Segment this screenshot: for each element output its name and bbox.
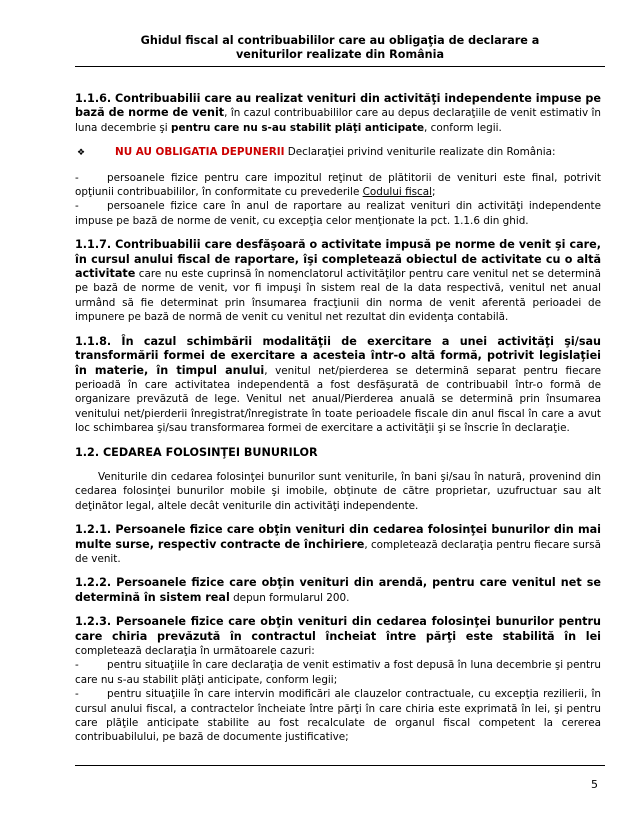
obligation-notice-label: NU AU OBLIGATIA DEPUNERII <box>115 146 285 159</box>
exemption-item-2-text: persoanele fizice care în anul de raportare au realizat venituri din activităţi independente impuse pe bază de norme de venit, cu excepţia celor menţionate la pct. 1.1.6 din ghid. <box>75 200 601 227</box>
section-1-2-2-heading: 1.2.2. Persoanele fizice care obţin venituri din arendă, pentru care venitul net se determină în sistem real <box>75 576 601 604</box>
section-1-1-7 <box>75 238 601 324</box>
section-1-2-3-item-2 <box>75 687 601 745</box>
obligation-notice-text: Declaraţiei privind veniturile realizate din România: <box>284 146 556 159</box>
section-1-2-2 <box>75 576 601 605</box>
header-title-line-1: Ghidul fiscal al contribuabililor care au obligaţia de declarare a <box>140 34 540 47</box>
page-content <box>75 92 601 745</box>
section-1-2-1-text: , completează declaraţia pentru fiecare sursă de venit. <box>75 538 601 565</box>
section-1-2-title: 1.2. CEDAREA FOLOSINŢEI BUNURILOR <box>75 445 318 459</box>
exemption-item-2 <box>75 199 601 228</box>
section-1-1-6-heading: 1.1.6. Contribuabilii care au realizat venituri din activităţi independente impuse pe bază de norme de venit <box>75 92 601 120</box>
section-1-1-8 <box>75 335 601 436</box>
section-1-2-2-text: depun formularul 200. <box>229 591 350 604</box>
section-1-2-1-heading: 1.2.1. Persoanele fizice care obţin venituri din cedarea folosinţei bunurilor din mai multe surse, respectiv contracte de închiriere <box>75 523 601 551</box>
section-1-2-3 <box>75 615 601 658</box>
section-1-2-3-text: completează declaraţia în următoarele cazuri: <box>75 645 315 657</box>
section-1-1-6 <box>75 92 601 135</box>
obligation-notice <box>75 145 601 160</box>
codul-fiscal-link[interactable]: Codului fiscal <box>362 186 433 199</box>
header-title-line-2: veniturilor realizate din România <box>235 48 445 61</box>
section-1-1-6-emphasis: pentru care nu s-au stabilit plăţi anticipate <box>171 121 425 134</box>
exemption-item-1-tail: ; <box>432 186 436 199</box>
section-1-1-6-tail: , conform legii. <box>424 121 502 134</box>
section-1-1-8-heading: 1.1.8. În cazul schimbării modalităţii de exercitare a unei activităţi şi/sau transformării formei de exercitare a acesteia într-o altă formă, potrivit legislaţiei în materie, în timpul anului <box>75 334 601 377</box>
section-1-2-3-item-1-text: pentru situaţiile în care declaraţia de venit estimativ a fost depusă în luna decembrie şi pentru care nu s-au stabilit plăţi anticipate, conform legii; <box>75 659 601 686</box>
list-dash: - <box>75 171 79 184</box>
section-1-2-3-item-2-text: pentru situaţiile în care intervin modificări ale clauzelor contractuale, cu excepţia rezilierii, în cursul anului fiscal, a contractelor încheiate între părţi în care chiria este exprimată în lei, şi pentru care plăţile anticipate stabilite au fost recalculate de organul fiscal competent la cererea contribuabilului, pe bază de documente justificative; <box>75 688 601 744</box>
section-1-2-1 <box>75 523 601 566</box>
page-header <box>80 34 600 62</box>
section-1-1-7-text: care nu este cuprinsă în nomenclatorul activităţilor pentru care venitul net se determină pe bază de norme de venit, vor fi impuşi în sistem real de la data respectivă, venitul net anual urmând să fie determinat prin însumarea fracţiunii din norma de venit aferentă perioadei de impunere pe bază de normă de venit cu venitul net rezultat din evidenţa contabilă. <box>75 268 601 324</box>
exemption-item-1 <box>75 171 601 200</box>
exemption-item-1-text: persoanele fizice pentru care impozitul reţinut de plătitorii de venituri este final, potrivit opţiunii contribuabililor, în conformitate cu prevederile <box>75 171 601 199</box>
section-1-2-3-heading: 1.2.3. Persoanele fizice care obţin venituri din cedarea folosinţei bunurilor pentru care chiria prevăzută în contractul încheiat între părţi este stabilită în lei <box>75 615 601 643</box>
footer-divider <box>75 765 605 766</box>
page-number: 5 <box>591 778 598 791</box>
header-divider <box>75 66 605 67</box>
list-dash: - <box>75 688 79 701</box>
section-1-2-intro: Veniturile din cedarea folosinţei bunurilor sunt veniturile, în bani şi/sau în natură, provenind din cedarea folosinţei bunurilor mobile şi imobile, obţinute de către proprietar, uzufructuar sau alt deţinător legal, altele decât veniturile din activităţi independente. <box>75 470 601 512</box>
section-1-2-3-item-1 <box>75 658 601 687</box>
section-1-1-6-text: , în cazul contribuabililor care au depus declaraţiile de venit estimativ în luna decembrie şi <box>75 107 601 134</box>
section-1-1-8-text: , venitul net/pierderea se determină separat pentru fiecare perioadă în care activitatea independentă a fost desfăşurată de contribuabil într-o formă de organizare prevăzută de lege. Venitul net anual/Pierderea anuală se determină prin însumarea venitului net/pierderii înregistrat/înregistrate în toate perioadele fiscale din anul fiscal în care a avut loc schimbarea şi/sau transformarea formei de exercitare a activităţii şi se înscrie în declaraţie. <box>75 364 601 435</box>
diamond-bullet-icon: ❖ <box>77 148 86 159</box>
list-dash: - <box>75 200 79 213</box>
list-dash: - <box>75 659 79 672</box>
section-1-1-7-heading: 1.1.7. Contribuabilii care desfăşoară o activitate impusă pe norme de venit şi care, în cursul anului fiscal de raportare, îşi completează obiectul de activitate cu o altă activitate <box>75 238 601 281</box>
